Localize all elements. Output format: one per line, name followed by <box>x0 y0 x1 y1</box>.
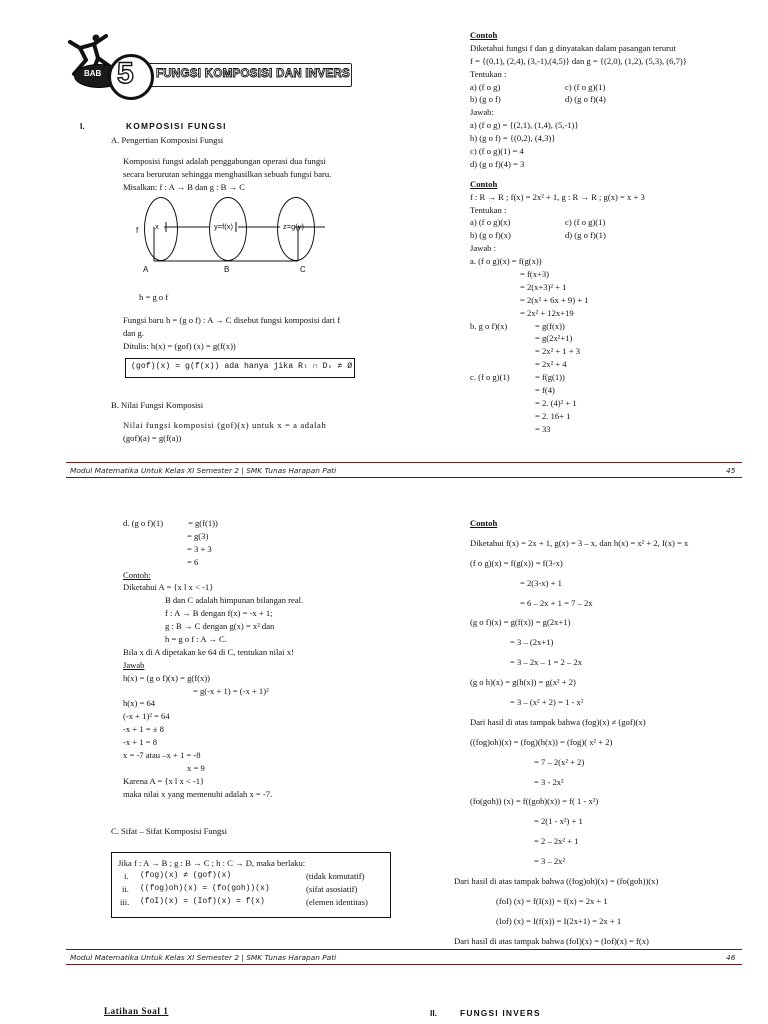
text-line <box>470 757 760 770</box>
text-line <box>123 789 393 802</box>
text-line <box>123 737 393 750</box>
line-text: Tentukan : <box>470 68 507 79</box>
property-note: (elemen identitas) <box>306 897 368 907</box>
line-text: = 3 - 2x² <box>534 776 564 787</box>
text-line <box>123 557 393 570</box>
composition-paragraph <box>123 315 391 354</box>
footer-divider <box>66 949 742 950</box>
footer-divider-bottom <box>66 477 742 478</box>
text-line <box>470 179 760 192</box>
text-line <box>470 192 760 205</box>
line-text: Jawab: <box>470 107 494 118</box>
line-text-result: = g(f(x)) <box>535 320 565 331</box>
line-text: = 2x² + 1 + 3 <box>535 346 581 357</box>
text-line <box>470 269 760 282</box>
text-line <box>470 398 760 411</box>
boxed-formula: (gof)(x) = g(f(x)) ada hanya jika Rₗ ∩ Dₛ ≠ Ø <box>131 362 353 371</box>
line-text: = f(x+3) <box>520 269 550 280</box>
text-line <box>123 686 393 699</box>
text-line <box>470 256 760 269</box>
line-text: = 2. (4)² + 1 <box>535 397 577 408</box>
line-text: Dari hasil di atas tampak bahwa (fog)(x) ≠ (gof)(x) <box>470 716 646 727</box>
text-line <box>123 750 393 763</box>
line-spacer <box>470 172 760 179</box>
line-text: Contoh <box>470 30 498 40</box>
text-line <box>123 531 393 544</box>
line-text: Dari hasil di atas tampak bahwa (foI)(x) = (Iof)(x) = f(x) <box>454 935 649 946</box>
diagram-set-c: C <box>300 265 306 274</box>
line-spacer <box>470 690 760 697</box>
line-text: = 2(x² + 6x + 9) + 1 <box>520 294 589 305</box>
line-spacer <box>470 650 760 657</box>
text-line <box>470 657 760 670</box>
line-spacer <box>470 610 760 617</box>
line-text: a) (f o g) <box>470 81 501 92</box>
section-number: I. <box>80 121 85 131</box>
text-line <box>470 133 760 146</box>
text-line <box>470 518 760 531</box>
bab-label: BAB <box>84 69 102 78</box>
line-text: B dan C adalah himpunan bilangan real. <box>165 595 304 606</box>
footer-divider <box>66 462 742 463</box>
text-line <box>123 544 393 557</box>
line-text: = g(3) <box>187 530 209 541</box>
line-spacer <box>470 710 760 717</box>
text-line <box>470 56 760 69</box>
line-text: Jawab <box>123 659 145 670</box>
text-line <box>123 711 393 724</box>
line-text: = 3 + 3 <box>187 543 212 554</box>
text-line <box>470 146 760 159</box>
line-spacer <box>470 551 760 558</box>
section-title: KOMPOSISI FUNGSI <box>126 121 227 131</box>
paragraph-line: Komposisi fungsi adalah penggabungan operasi dua fungsi <box>123 156 326 166</box>
line-text: = 2(3-x) + 1 <box>520 577 562 588</box>
text-line <box>470 578 760 591</box>
line-text: = 3 – (x² + 2) = 1 - x² <box>510 697 584 708</box>
line-text: = g(2x²+1) <box>535 333 573 344</box>
paragraph-line: secara berurutan sehingga menghasilkan sebuah fungsi baru. <box>123 168 332 179</box>
line-text: (fo(goh)) (x) = f((goh)(x)) = f( 1 - x²) <box>470 796 599 807</box>
subsection-b-title: B. Nilai Fungsi Komposisi <box>111 400 204 410</box>
text-line <box>470 359 760 372</box>
text-line <box>470 617 760 630</box>
text-line <box>123 660 393 673</box>
line-text: Tentukan : <box>470 204 507 215</box>
line-text: (g o h)(x) = g(h(x)) = g(x² + 2) <box>470 677 576 688</box>
line-text: = 33 <box>535 423 551 434</box>
text-line <box>470 717 760 730</box>
line-text: -x + 1 = 8 <box>123 737 158 748</box>
text-line <box>470 346 760 359</box>
line-text: f = {(0,1), (2,4), (3,-1),(4,5)} dan g = {(2,0), (1,2), (5,3), (6,7)} <box>470 55 687 66</box>
property-note: (sifat asosiatif) <box>306 884 358 894</box>
line-text: (f o g)(x) = f(g(x)) = f(3-x) <box>470 557 563 568</box>
text-line <box>470 308 760 321</box>
property-formula: (fog)(x) ≠ (gof)(x) <box>140 871 232 880</box>
line-spacer <box>470 750 760 757</box>
property-formula: (foI)(x) = (Iof)(x) = f(x) <box>140 897 265 906</box>
line-text: x = 9 <box>187 762 205 773</box>
example-column-page2-right <box>454 518 760 949</box>
text-line <box>470 737 760 750</box>
line-text-result: = f(g(1)) <box>535 372 565 383</box>
text-line <box>470 796 760 809</box>
text-line <box>454 935 760 949</box>
line-text: = g(-x + 1) = (-x + 1)² <box>193 685 269 696</box>
line-text: x = -7 atau –x + 1 = -8 <box>123 750 201 761</box>
text-line <box>123 518 393 531</box>
text-line <box>470 321 760 334</box>
line-text: = 6 <box>187 556 199 567</box>
property-row <box>118 871 386 884</box>
line-text: (foI) (x) = f(I(x)) = f(x) = 2x + 1 <box>496 895 608 906</box>
text-line <box>470 333 760 346</box>
line-text: f : A → B dengan f(x) = -x + 1; <box>165 608 273 619</box>
line-text: Contoh <box>470 518 498 528</box>
example-column-page2-left <box>123 518 393 802</box>
line-text: = 3 – 2x – 1 = 2 – 2x <box>510 657 582 668</box>
line-spacer <box>470 730 760 737</box>
text-line <box>470 372 760 385</box>
text-line <box>123 570 393 583</box>
line-spacer <box>470 869 760 876</box>
text-line <box>470 538 760 551</box>
diagram-f-label: f <box>136 226 139 235</box>
line-text: -x + 1 = ± 8 <box>123 724 164 735</box>
text-line <box>470 836 760 849</box>
line-spacer <box>470 531 760 538</box>
footer-page-number: 45 <box>726 466 736 475</box>
text-line <box>470 697 760 710</box>
text-line <box>470 230 760 243</box>
line-text: ((fog)oh)(x) = (fog)(h(x)) = (fog)( x² + 2) <box>470 736 613 747</box>
line-spacer <box>470 630 760 637</box>
line-text: Bila x di A dipetakan ke 64 di C, tentukan nilai x! <box>123 646 294 657</box>
text-line <box>123 776 393 789</box>
line-spacer <box>470 889 760 896</box>
line-spacer <box>470 571 760 578</box>
line-spacer <box>470 829 760 836</box>
exercise-heading: Latihan Soal 1 <box>104 1006 169 1016</box>
line-text: = 2(1 - x²) + 1 <box>534 816 583 827</box>
paragraph-line: dan g. <box>123 327 145 338</box>
properties-list <box>118 871 386 910</box>
chapter-number: 5 <box>117 57 134 90</box>
line-text: = 2x² + 12x+19 <box>520 307 574 318</box>
property-number: ii. <box>122 884 129 894</box>
property-number: i. <box>124 871 129 881</box>
property-note: (tidak komutatif) <box>306 871 365 881</box>
paragraph-line: (gof)(a) = g(f(a)) <box>123 432 182 443</box>
diagram-y-label: y=f(x) <box>214 222 233 231</box>
text-line <box>470 777 760 790</box>
line-text: Diketahui f(x) = 2x + 1, g(x) = 3 – x, dan h(x) = x² + 2, I(x) = x <box>470 537 689 548</box>
diagram-set-b: B <box>224 265 230 274</box>
line-spacer <box>470 770 760 777</box>
property-formula: ((fog)oh)(x) = (fo(goh))(x) <box>140 884 270 893</box>
text-line <box>470 94 760 107</box>
footer-module-title: Modul Matematika Untuk Kelas XI Semester 2 | SMK Tunas Harapan Pati <box>70 953 337 962</box>
text-line <box>470 677 760 690</box>
line-text-second: d) (g o f)(4) <box>565 94 606 105</box>
value-paragraph <box>123 420 391 446</box>
text-line <box>123 582 393 595</box>
text-line <box>470 217 760 230</box>
line-text-result: = g(f(1)) <box>188 518 218 528</box>
line-text: f : R → R ; f(x) = 2x² + 1, g : R → R ; g(x) = x + 3 <box>470 191 645 202</box>
text-line <box>470 558 760 571</box>
line-text: a) (f o g) = {(2,1), (1,4), (5,-1)} <box>470 120 579 131</box>
text-line <box>123 608 393 621</box>
line-text: (Iof) (x) = I(f(x)) = I(2x+1) = 2x + 1 <box>496 915 622 926</box>
line-text: maka nilai x yang memenuhi adalah x = -7. <box>123 788 273 799</box>
line-text-second: c) (f o g)(1) <box>565 217 606 228</box>
line-text: = 2 – 2x² + 1 <box>534 836 579 847</box>
text-line <box>470 856 760 869</box>
text-line <box>470 424 760 437</box>
text-line <box>123 595 393 608</box>
text-line <box>470 243 760 256</box>
line-text-second: c) (f o g)(1) <box>565 81 606 92</box>
line-text: g : B → C dengan g(x) = x² dan <box>165 621 275 632</box>
line-text: a. (f o g)(x) = f(g(x)) <box>470 256 542 267</box>
line-text: = 3 – (2x+1) <box>510 637 554 648</box>
line-text: (-x + 1)² = 64 <box>123 711 170 722</box>
line-text: = 7 – 2(x² + 2) <box>534 756 585 767</box>
text-line <box>470 159 760 172</box>
line-text: = f(4) <box>535 385 555 396</box>
property-number: iii. <box>120 897 130 907</box>
diagram-h-label: h = g o f <box>139 292 169 302</box>
text-line <box>470 205 760 218</box>
paragraph-line: Nilai fungsi komposisi (gof)(x) untuk x = a adalah <box>123 420 327 430</box>
text-line <box>470 896 760 909</box>
line-text: = 2. 16+ 1 <box>535 410 571 421</box>
line-text: b. g o f)(x) <box>470 320 508 331</box>
text-line <box>123 673 393 686</box>
text-line <box>470 385 760 398</box>
text-line <box>123 647 393 660</box>
line-spacer <box>470 591 760 598</box>
line-spacer <box>470 809 760 816</box>
line-text: Dari hasil di atas tampak bahwa ((fog)oh)(x) = (fo(goh))(x) <box>454 876 659 887</box>
line-text: Diketahui fungsi f dan g dinyatakan dalam pasangan terurut <box>470 42 676 53</box>
line-text: c. (f o g)(1) <box>470 372 510 383</box>
line-text: Jawab : <box>470 243 497 254</box>
paragraph-line: Ditulis: h(x) = (gof) (x) = g(f(x)) <box>123 340 236 351</box>
example-column-page1 <box>470 30 760 437</box>
line-text: b) (g o f)(x) <box>470 230 511 241</box>
line-text: (g o f)(x) = g(f(x)) = g(2x+1) <box>470 617 571 628</box>
text-line <box>123 698 393 711</box>
line-spacer <box>470 909 760 916</box>
text-line <box>470 411 760 424</box>
line-text: d. (g o f)(1) <box>123 518 164 528</box>
line-spacer <box>470 849 760 856</box>
text-line <box>470 69 760 82</box>
line-text: h = g o f : A → C. <box>165 634 227 645</box>
line-text: h(x) = 64 <box>123 698 156 709</box>
section-ii-title: FUNGSI INVERS <box>460 1008 541 1018</box>
text-line <box>470 295 760 308</box>
diagram-x-label: x <box>155 222 159 231</box>
line-text: Karena A = {x l x < -1} <box>123 775 205 786</box>
line-text: Contoh <box>470 178 498 189</box>
chapter-title: FUNGSI KOMPOSISI DAN INVERS <box>156 68 351 80</box>
footer-module-title: Modul Matematika Untuk Kelas XI Semester 2 | SMK Tunas Harapan Pati <box>70 466 337 475</box>
text-line <box>470 120 760 133</box>
text-line <box>470 816 760 829</box>
text-line <box>123 634 393 647</box>
text-line <box>470 107 760 120</box>
line-text: a) (f o g)(x) <box>470 217 511 228</box>
section-ii-number: II. <box>430 1008 437 1018</box>
text-line <box>470 30 760 43</box>
line-text: h(x) = (g o f)(x) = g(f(x)) <box>123 672 211 683</box>
line-text: d) (g o f)(4) = 3 <box>470 158 525 169</box>
line-spacer <box>470 929 760 936</box>
text-line <box>470 43 760 56</box>
paragraph-line: Misalkan: f : A → B dan g : B → C <box>123 181 245 192</box>
text-line <box>470 916 760 929</box>
line-text: = 2(x+3)² + 1 <box>520 281 567 292</box>
line-spacer <box>470 789 760 796</box>
diagram-set-a: A <box>143 265 149 274</box>
text-line <box>470 637 760 650</box>
line-text: b) (g o f) = {(0,2), (4,3)} <box>470 133 556 144</box>
text-line <box>123 621 393 634</box>
footer-divider-bottom <box>66 964 742 965</box>
property-row <box>118 897 386 910</box>
text-line <box>470 282 760 295</box>
line-text-second: d) (g o f)(1) <box>565 230 606 241</box>
text-line <box>123 763 393 776</box>
line-text: = 6 – 2x + 1 = 7 – 2x <box>520 597 593 608</box>
text-line <box>123 724 393 737</box>
line-text: Diketahui A = {x l x < -1} <box>123 582 214 593</box>
subsection-c-title: C. Sifat – Sifat Komposisi Fungsi <box>111 826 228 836</box>
paragraph-line: Fungsi baru h = (g o f) : A → C disebut fungsi komposisi dari f <box>123 315 341 325</box>
line-text: b) (g o f) <box>470 94 501 105</box>
line-text: Contoh: <box>123 569 151 580</box>
line-text: = 2x² + 4 <box>535 359 567 370</box>
definition-paragraph <box>123 156 391 195</box>
diagram-z-label: z=g(y) <box>283 222 305 231</box>
footer-page-number: 46 <box>726 953 736 962</box>
line-text: c) (f o g)(1) = 4 <box>470 146 524 157</box>
property-row <box>118 884 386 897</box>
text-line <box>470 82 760 95</box>
subsection-a-title: A. Pengertian Komposisi Fungsi <box>111 135 224 145</box>
text-line <box>470 598 760 611</box>
properties-intro: Jika f : A → B ; g : B → C ; h : C → D, maka berlaku: <box>118 858 306 868</box>
line-spacer <box>470 670 760 677</box>
line-text: = 3 – 2x² <box>534 856 566 867</box>
text-line <box>454 876 760 889</box>
